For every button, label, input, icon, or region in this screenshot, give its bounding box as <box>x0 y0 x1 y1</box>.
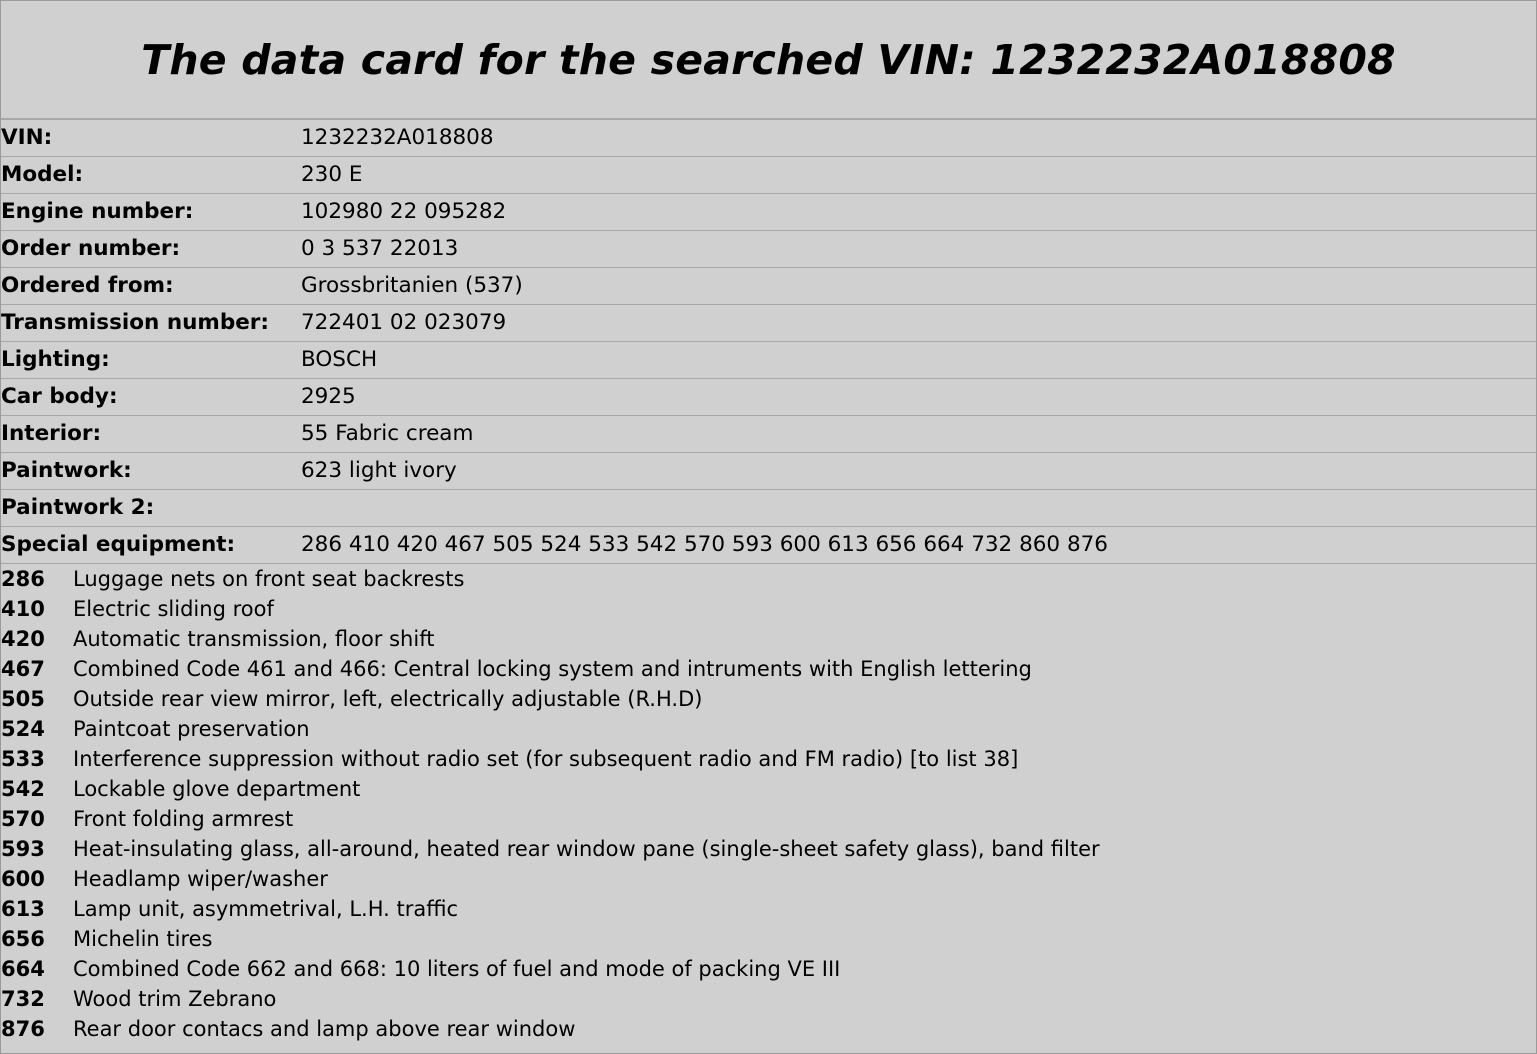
equipment-code: 505 <box>1 687 45 711</box>
list-item <box>1 864 1536 894</box>
list-item <box>1 834 1536 864</box>
table-row <box>1 342 1536 379</box>
field-value: 1232232A018808 <box>301 120 1536 157</box>
table-row <box>1 157 1536 194</box>
equipment-code: 533 <box>1 747 45 771</box>
field-label: Paintwork: <box>1 453 301 490</box>
list-item <box>1 654 1536 684</box>
field-label: Lighting: <box>1 342 301 379</box>
table-row <box>1 305 1536 342</box>
field-label: Engine number: <box>1 194 301 231</box>
equipment-code: 286 <box>1 567 45 591</box>
equipment-code: 732 <box>1 987 45 1011</box>
equipment-description: Combined Code 662 and 668: 10 liters of fuel and mode of packing VE III <box>73 957 841 981</box>
field-label: Car body: <box>1 379 301 416</box>
equipment-description: Front folding armrest <box>73 807 294 831</box>
table-row <box>1 231 1536 268</box>
equipment-description: Luggage nets on front seat backrests <box>73 567 465 591</box>
equipment-code: 876 <box>1 1017 45 1041</box>
list-item <box>1 774 1536 804</box>
equipment-description: Paintcoat preservation <box>73 717 310 741</box>
list-item <box>1 624 1536 654</box>
table-row <box>1 194 1536 231</box>
equipment-description: Wood trim Zebrano <box>73 987 277 1011</box>
list-item <box>1 684 1536 714</box>
list-item <box>1 984 1536 1014</box>
equipment-code: 542 <box>1 777 45 801</box>
vehicle-details-table <box>1 119 1536 564</box>
equipment-code: 664 <box>1 957 45 981</box>
equipment-code: 613 <box>1 897 45 921</box>
equipment-description: Lockable glove department <box>73 777 361 801</box>
field-value: BOSCH <box>301 342 1536 379</box>
field-label: Interior: <box>1 416 301 453</box>
field-value: 286 410 420 467 505 524 533 542 570 593 600 613 656 664 732 860 876 <box>301 527 1536 564</box>
field-label: Paintwork 2: <box>1 490 301 527</box>
field-label: Transmission number: <box>1 305 301 342</box>
equipment-code: 467 <box>1 657 45 681</box>
table-row <box>1 416 1536 453</box>
equipment-code: 410 <box>1 597 45 621</box>
field-label: VIN: <box>1 120 301 157</box>
equipment-description: Automatic transmission, floor shift <box>73 627 435 651</box>
equipment-code: 524 <box>1 717 45 741</box>
list-item <box>1 564 1536 594</box>
equipment-description: Lamp unit, asymmetrival, L.H. traffic <box>73 897 459 921</box>
equipment-description: Heat-insulating glass, all-around, heated rear window pane (single-sheet safety glass), band filter <box>73 837 1100 861</box>
equipment-description: Headlamp wiper/washer <box>73 867 328 891</box>
field-label: Ordered from: <box>1 268 301 305</box>
list-item <box>1 924 1536 954</box>
equipment-code: 420 <box>1 627 45 651</box>
list-item <box>1 894 1536 924</box>
table-row <box>1 379 1536 416</box>
title-bar <box>1 1 1536 119</box>
table-row <box>1 453 1536 490</box>
field-value: 230 E <box>301 157 1536 194</box>
equipment-description: Outside rear view mirror, left, electrically adjustable (R.H.D) <box>73 687 703 711</box>
field-value: 2925 <box>301 379 1536 416</box>
equipment-description: Interference suppression without radio set (for subsequent radio and FM radio) [to list 38] <box>73 747 1019 771</box>
equipment-code: 600 <box>1 867 45 891</box>
equipment-description: Combined Code 461 and 466: Central locking system and intruments with English lettering <box>73 657 1032 681</box>
field-value: 102980 22 095282 <box>301 194 1536 231</box>
special-equipment-list <box>1 564 1536 1044</box>
list-item <box>1 594 1536 624</box>
list-item <box>1 744 1536 774</box>
table-row <box>1 490 1536 527</box>
field-value: Grossbritanien (537) <box>301 268 1536 305</box>
list-item <box>1 714 1536 744</box>
field-value: 722401 02 023079 <box>301 305 1536 342</box>
table-row <box>1 120 1536 157</box>
equipment-code: 570 <box>1 807 45 831</box>
equipment-code: 656 <box>1 927 45 951</box>
field-label: Special equipment: <box>1 527 301 564</box>
table-row <box>1 268 1536 305</box>
field-label: Order number: <box>1 231 301 268</box>
field-value: 55 Fabric cream <box>301 416 1536 453</box>
equipment-code: 593 <box>1 837 45 861</box>
field-label: Model: <box>1 157 301 194</box>
page-title: The data card for the searched VIN: 1232232A018808 <box>141 35 1396 84</box>
field-value <box>301 490 1536 527</box>
list-item <box>1 804 1536 834</box>
field-value: 623 light ivory <box>301 453 1536 490</box>
list-item <box>1 1014 1536 1044</box>
equipment-description: Rear door contacs and lamp above rear window <box>73 1017 576 1041</box>
field-value: 0 3 537 22013 <box>301 231 1536 268</box>
list-item <box>1 954 1536 984</box>
equipment-description: Michelin tires <box>73 927 213 951</box>
equipment-description: Electric sliding roof <box>73 597 274 621</box>
table-row <box>1 527 1536 564</box>
